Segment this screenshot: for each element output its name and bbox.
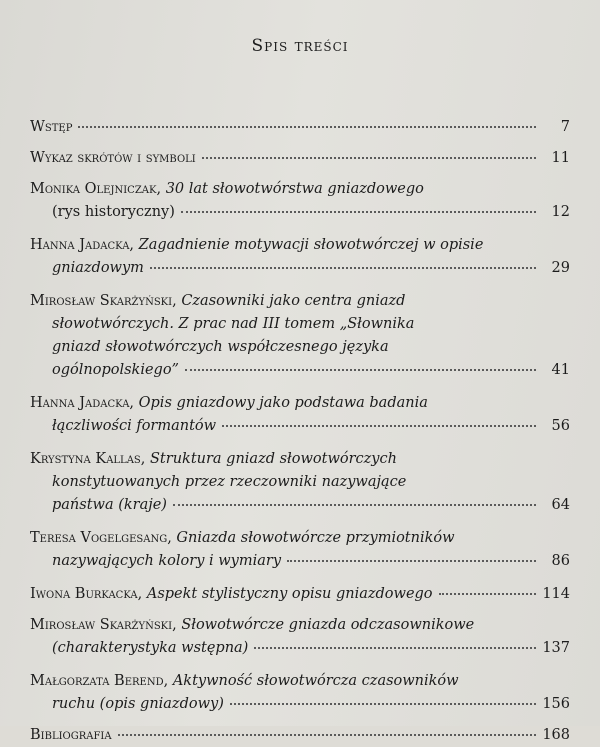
page-number: 64 bbox=[551, 497, 570, 513]
toc-author: Monika Olejniczak bbox=[30, 181, 157, 197]
dot-leader bbox=[230, 702, 536, 705]
toc-line bbox=[30, 415, 570, 438]
dot-leader bbox=[150, 266, 536, 269]
toc-title: Aktywność słowotwórcza czasowników bbox=[172, 673, 459, 689]
toc-line-text bbox=[52, 494, 167, 517]
toc-title: 30 lat słowotwórstwa gniazdowego bbox=[165, 181, 424, 197]
toc-title: ruchu (opis gniazdowy) bbox=[52, 696, 224, 712]
toc-line bbox=[30, 359, 570, 382]
toc-author: Wstęp bbox=[30, 119, 73, 135]
toc-title: państwa (kraje) bbox=[52, 497, 167, 513]
table-of-contents bbox=[30, 116, 570, 747]
toc-title: łączliwości formantów bbox=[52, 418, 217, 434]
toc-line-text bbox=[30, 724, 112, 747]
toc-line-text bbox=[30, 116, 72, 139]
toc-entry bbox=[30, 527, 570, 573]
toc-entry bbox=[30, 290, 570, 382]
toc-line-text bbox=[52, 313, 414, 336]
toc-line-text bbox=[30, 147, 196, 170]
toc-entry bbox=[30, 448, 570, 517]
toc-title: konstytuowanych przez rzeczowniki nazywające bbox=[52, 474, 407, 490]
toc-title: słowotwórczych. Z prac nad III tomem „Słownika bbox=[52, 316, 415, 332]
toc-line bbox=[30, 448, 570, 471]
dot-leader bbox=[287, 559, 536, 562]
toc-entry bbox=[30, 392, 570, 438]
toc-entry bbox=[30, 670, 570, 716]
page-number: 56 bbox=[551, 418, 570, 434]
toc-line-text bbox=[52, 336, 389, 359]
toc-line bbox=[30, 201, 570, 224]
toc-author: Iwona Burkacka bbox=[30, 586, 138, 602]
page-number: 12 bbox=[551, 204, 570, 220]
toc-line bbox=[30, 257, 570, 280]
page-number: 86 bbox=[551, 553, 570, 569]
toc-line-text: Teresa Vogelgesang, Gniazda słowotwórcze przymiotników bbox=[30, 530, 455, 546]
toc-author: Teresa Vogelgesang bbox=[30, 530, 168, 546]
toc-line-text bbox=[52, 550, 281, 573]
dot-leader bbox=[181, 210, 536, 213]
toc-line-text: Krystyna Kallas, Struktura gniazd słowotwórczych bbox=[30, 451, 397, 467]
toc-line bbox=[30, 336, 570, 359]
toc-line-text: Hanna Jadacka, Opis gniazdowy jako podstawa badania bbox=[30, 395, 428, 411]
toc-title: (rys historyczny) bbox=[52, 204, 175, 220]
toc-title: Zagadnienie motywacji słowotwórczej w opisie bbox=[138, 237, 484, 253]
toc-line-text bbox=[52, 415, 216, 438]
dot-leader bbox=[202, 156, 536, 159]
toc-author: Krystyna Kallas bbox=[30, 451, 141, 467]
toc-title: Opis gniazdowy jako podstawa badania bbox=[138, 395, 428, 411]
toc-entry bbox=[30, 116, 570, 139]
toc-title: gniazd słowotwórczych współczesnego języka bbox=[52, 339, 389, 355]
toc-author: Bibliografia bbox=[30, 727, 112, 743]
dot-leader bbox=[173, 503, 536, 506]
toc-line-text: Monika Olejniczak, 30 lat słowotwórstwa gniazdowego bbox=[30, 181, 424, 197]
toc-line bbox=[30, 290, 570, 313]
toc-line-text bbox=[52, 201, 175, 224]
toc-title: Słowotwórcze gniazda odczasownikowe bbox=[181, 617, 475, 633]
dot-leader bbox=[185, 368, 536, 371]
dot-leader bbox=[222, 424, 536, 427]
toc-entry bbox=[30, 147, 570, 170]
toc-line-text bbox=[52, 359, 179, 382]
toc-entry bbox=[30, 583, 570, 606]
dot-leader bbox=[254, 646, 536, 649]
toc-line bbox=[30, 614, 570, 637]
toc-line bbox=[30, 637, 570, 660]
toc-line-text: Iwona Burkacka, Aspekt stylistyczny opisu gniazdowego bbox=[30, 586, 433, 602]
toc-entry bbox=[30, 614, 570, 660]
toc-line bbox=[30, 724, 570, 747]
toc-title: Czasowniki jako centra gniazd bbox=[181, 293, 406, 309]
toc-line bbox=[30, 527, 570, 550]
toc-author: Hanna Jadacka bbox=[30, 237, 130, 253]
page-number: 11 bbox=[551, 150, 570, 166]
dot-leader bbox=[78, 125, 536, 128]
dot-leader bbox=[118, 733, 536, 736]
dot-leader bbox=[439, 592, 536, 595]
toc-line bbox=[30, 116, 570, 139]
page-number: 41 bbox=[551, 362, 570, 378]
page-number: 114 bbox=[542, 586, 570, 602]
page-number: 137 bbox=[542, 640, 570, 656]
toc-line-text bbox=[52, 471, 406, 494]
toc-title: Struktura gniazd słowotwórczych bbox=[150, 451, 397, 467]
toc-title: nazywających kolory i wymiary bbox=[52, 553, 282, 569]
toc-title: Aspekt stylistyczny opisu gniazdowego bbox=[146, 586, 433, 602]
toc-line-text: Małgorzata Berend, Aktywność słowotwórcza czasowników bbox=[30, 673, 459, 689]
toc-line-text: Hanna Jadacka, Zagadnienie motywacji słowotwórczej w opisie bbox=[30, 237, 484, 253]
toc-author: Małgorzata Berend bbox=[30, 673, 164, 689]
toc-title: gniazdowym bbox=[52, 260, 144, 276]
toc-entry bbox=[30, 234, 570, 280]
toc-author: Mirosław Skarżyński bbox=[30, 617, 173, 633]
toc-author: Wykaz skrótów i symboli bbox=[30, 150, 196, 166]
toc-author: Mirosław Skarżyński bbox=[30, 293, 173, 309]
toc-author: Hanna Jadacka bbox=[30, 395, 130, 411]
toc-line bbox=[30, 550, 570, 573]
toc-line bbox=[30, 583, 570, 606]
toc-line bbox=[30, 234, 570, 257]
toc-line bbox=[30, 693, 570, 716]
toc-line-text bbox=[52, 257, 144, 280]
toc-line bbox=[30, 178, 570, 201]
toc-title: ogólnopolskiego” bbox=[52, 362, 179, 378]
toc-line bbox=[30, 147, 570, 170]
page-number: 29 bbox=[551, 260, 570, 276]
toc-entry bbox=[30, 178, 570, 224]
toc-line bbox=[30, 494, 570, 517]
toc-line-text: Mirosław Skarżyński, Słowotwórcze gniazda odczasownikowe bbox=[30, 617, 475, 633]
toc-line-text bbox=[52, 637, 248, 660]
toc-line bbox=[30, 313, 570, 336]
toc-line bbox=[30, 670, 570, 693]
toc-line bbox=[30, 392, 570, 415]
toc-entry bbox=[30, 724, 570, 747]
toc-line bbox=[30, 471, 570, 494]
toc-title: (charakterystyka wstępna) bbox=[52, 640, 249, 656]
page-number: 168 bbox=[542, 727, 570, 743]
page-number: 156 bbox=[542, 696, 570, 712]
page-title: Spis treści bbox=[251, 36, 349, 56]
page-number: 7 bbox=[560, 119, 570, 135]
toc-title: Gniazda słowotwórcze przymiotników bbox=[176, 530, 455, 546]
toc-line-text bbox=[52, 693, 224, 716]
toc-line-text: Mirosław Skarżyński, Czasowniki jako centra gniazd bbox=[30, 293, 406, 309]
